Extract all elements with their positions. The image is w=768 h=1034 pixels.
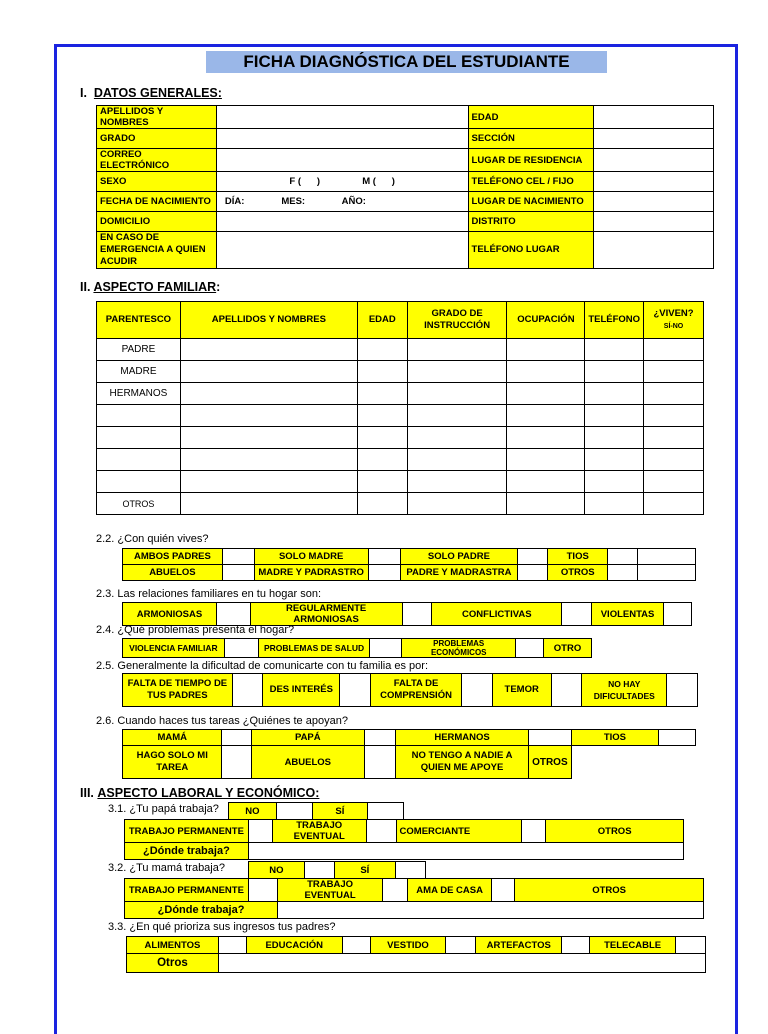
option-label: OTROS [515, 879, 704, 902]
cell[interactable] [644, 493, 704, 515]
checkbox[interactable] [232, 674, 262, 707]
field-sexo[interactable]: F ( ) M ( ) [216, 172, 468, 192]
q23-options [122, 602, 692, 626]
table-header-row [97, 302, 704, 339]
cell[interactable] [585, 427, 644, 449]
cell[interactable] [644, 471, 704, 493]
section-label: DATOS GENERALES: [93, 86, 222, 100]
option-label: TELECABLE [590, 937, 676, 954]
cell[interactable] [644, 427, 704, 449]
label-domicilio: DOMICILIO [97, 212, 217, 232]
q22-options [122, 548, 696, 581]
checkbox[interactable] [462, 674, 492, 707]
label-telefono: TELÉFONO CEL / FIJO [468, 172, 594, 192]
table-row [123, 746, 696, 779]
table-row [125, 820, 684, 843]
option-label: VESTIDO [370, 937, 446, 954]
option-label: PADRE Y MADRASTRA [400, 565, 518, 581]
table-row [97, 449, 704, 471]
checkbox[interactable] [522, 820, 546, 843]
checkbox[interactable] [365, 746, 396, 779]
table-row [229, 803, 404, 820]
section-1-heading [80, 86, 222, 100]
label-distrito: DISTRITO [468, 212, 594, 232]
option-label: CONFLICTIVAS [432, 603, 562, 626]
field-fecha-nacimiento[interactable]: DÍA: MES: AÑO: [216, 192, 468, 212]
header-viven [644, 302, 704, 339]
table-row [127, 937, 706, 954]
row-label [97, 427, 181, 449]
section-number: I. [80, 86, 87, 100]
option-label: VIOLENTAS [592, 603, 664, 626]
checkbox[interactable] [368, 549, 400, 565]
cell[interactable] [357, 427, 407, 449]
checkbox[interactable] [518, 565, 548, 581]
checkbox[interactable] [396, 862, 426, 879]
label-residencia: LUGAR DE RESIDENCIA [468, 149, 594, 172]
cell[interactable] [507, 449, 585, 471]
table-row [123, 565, 696, 581]
option-label: OTROS [546, 820, 684, 843]
table-row [249, 862, 426, 879]
q32-yesno [248, 861, 426, 879]
checkbox[interactable] [664, 603, 692, 626]
header-ocupacion: OCUPACIÓN [507, 302, 585, 339]
option-label: HERMANOS [396, 730, 529, 746]
cell[interactable] [407, 493, 507, 515]
option-label: EDUCACIÓN [246, 937, 342, 954]
question-2-6: 2.6. Cuando haces tus tareas ¿Quiénes te apoyan? [96, 715, 348, 727]
header-apellidos: APELLIDOS Y NOMBRES [180, 302, 357, 339]
table-row [97, 361, 704, 383]
q31-yesno [228, 802, 404, 820]
checkbox[interactable] [218, 937, 246, 954]
option-label: PAPÁ [251, 730, 364, 746]
option-label: ARMONIOSAS [123, 603, 217, 626]
label-lugar-nacimiento: LUGAR DE NACIMIENTO [468, 192, 594, 212]
option-label: MADRE Y PADRASTRO [254, 565, 368, 581]
field-edad[interactable] [594, 106, 714, 129]
row-label: MADRE [97, 361, 181, 383]
cell[interactable] [507, 339, 585, 361]
table-row [127, 954, 706, 973]
table-row [97, 339, 704, 361]
option-label: FALTA DE TIEMPO DE TUS PADRES [123, 674, 233, 707]
option-label: COMERCIANTE [396, 820, 522, 843]
cell[interactable] [357, 339, 407, 361]
row-label [97, 471, 181, 493]
question-3-1: 3.1. ¿Tu papá trabaja? [108, 803, 219, 815]
cell[interactable] [507, 383, 585, 405]
cell[interactable] [407, 471, 507, 493]
cell[interactable] [180, 339, 357, 361]
table-row [97, 232, 714, 269]
q33-options [126, 936, 706, 973]
cell[interactable] [407, 383, 507, 405]
table-row [123, 639, 592, 658]
checkbox[interactable] [222, 730, 251, 746]
field-lugar-nacimiento[interactable] [594, 192, 714, 212]
cell[interactable] [644, 339, 704, 361]
cell[interactable] [585, 471, 644, 493]
checkbox[interactable] [222, 565, 254, 581]
table-row [97, 471, 704, 493]
checkbox[interactable] [370, 639, 402, 658]
option-label: ARTEFACTOS [476, 937, 562, 954]
checkbox[interactable] [216, 603, 250, 626]
option-label: OTRO [544, 639, 592, 658]
table-row [97, 192, 714, 212]
header-parentesco: PARENTESCO [97, 302, 181, 339]
table-row [123, 549, 696, 565]
section-3-heading [80, 786, 319, 800]
checkbox[interactable] [224, 639, 258, 658]
section-number: III. [80, 786, 94, 800]
q25-options [122, 673, 698, 707]
checkbox[interactable] [383, 879, 408, 902]
cell[interactable] [180, 471, 357, 493]
option-label: DES INTERÉS [263, 674, 340, 707]
checkbox[interactable] [529, 730, 572, 746]
cell[interactable] [357, 383, 407, 405]
question-2-5: 2.5. Generalmente la dificultad de comunicarte con tu familia es por: [96, 660, 429, 672]
option-label: TEMOR [492, 674, 551, 707]
table-row [97, 106, 714, 129]
field-grado[interactable] [216, 129, 468, 149]
blank [659, 746, 696, 779]
label-edad: EDAD [468, 106, 594, 129]
option-label: AMBOS PADRES [123, 549, 223, 565]
option-label: SOLO PADRE [400, 549, 518, 565]
cell[interactable] [357, 405, 407, 427]
checkbox[interactable] [368, 803, 404, 820]
checkbox[interactable] [608, 549, 638, 565]
cell[interactable] [507, 361, 585, 383]
option-label: REGULARMENTE ARMONIOSAS [250, 603, 402, 626]
checkbox[interactable] [562, 937, 590, 954]
option-label: PROBLEMAS ECONÓMICOS [402, 639, 516, 658]
checkbox[interactable] [248, 879, 277, 902]
cell[interactable] [585, 361, 644, 383]
checkbox[interactable] [340, 674, 370, 707]
option-label: NO TENGO A NADIE A QUIEN ME APOYE [396, 746, 529, 779]
checkbox[interactable] [562, 603, 592, 626]
question-3-3: 3.3. ¿En qué prioriza sus ingresos tus padres? [108, 921, 336, 933]
table-row [125, 879, 704, 902]
donde-label: ¿Dónde trabaja? [125, 902, 278, 919]
q32-options [124, 878, 704, 919]
cell[interactable] [407, 405, 507, 427]
checkbox[interactable] [222, 549, 254, 565]
checkbox[interactable] [518, 549, 548, 565]
cell[interactable] [180, 405, 357, 427]
section-label: ASPECTO LABORAL Y ECONÓMICO: [97, 786, 320, 800]
option-label: TRABAJO EVENTUAL [278, 879, 383, 902]
label-fecha-nacimiento: FECHA DE NACIMIENTO [97, 192, 217, 212]
cell[interactable] [585, 339, 644, 361]
table-row [97, 129, 714, 149]
cell[interactable] [585, 493, 644, 515]
si-label: SÍ [334, 862, 396, 879]
checkbox[interactable] [551, 674, 581, 707]
checkbox[interactable] [667, 674, 698, 707]
label-grado: GRADO [97, 129, 217, 149]
cell[interactable] [507, 405, 585, 427]
option-label: NO HAY DIFICULTADES [582, 674, 667, 707]
field-residencia[interactable] [594, 149, 714, 172]
label-apellidos: APELLIDOS Y NOMBRES [97, 106, 217, 129]
table-row [123, 730, 696, 746]
field-emergencia[interactable] [216, 232, 468, 269]
option-label: SOLO MADRE [254, 549, 368, 565]
row-label: PADRE [97, 339, 181, 361]
header-edad: EDAD [357, 302, 407, 339]
checkbox[interactable] [676, 937, 706, 954]
checkbox[interactable] [402, 603, 432, 626]
table-row [97, 383, 704, 405]
header-viven-sub: SÍ-NO [663, 322, 684, 330]
checkbox[interactable] [638, 565, 696, 581]
cell[interactable] [407, 361, 507, 383]
option-label: MAMÁ [123, 730, 222, 746]
donde-field[interactable] [248, 843, 683, 860]
field-apellidos[interactable] [216, 106, 468, 129]
cell[interactable] [357, 493, 407, 515]
table-row [97, 212, 714, 232]
option-label: HAGO SOLO MI TAREA [123, 746, 222, 779]
checkbox[interactable] [342, 937, 370, 954]
blank [571, 746, 659, 779]
cell[interactable] [644, 361, 704, 383]
table-row [97, 405, 704, 427]
table-row [123, 674, 698, 707]
question-2-2: 2.2. ¿Con quién vives? [96, 533, 209, 545]
option-label: AMA DE CASA [408, 879, 492, 902]
field-distrito[interactable] [594, 212, 714, 232]
checkbox[interactable] [276, 803, 312, 820]
checkbox[interactable] [516, 639, 544, 658]
q26-options [122, 729, 696, 779]
checkbox[interactable] [248, 820, 272, 843]
q31-options [124, 819, 684, 860]
option-label: PROBLEMAS DE SALUD [258, 639, 370, 658]
table-row [125, 843, 684, 860]
si-label: SÍ [312, 803, 368, 820]
cell[interactable] [180, 383, 357, 405]
section-number: II. [80, 280, 91, 294]
cell[interactable] [585, 383, 644, 405]
field-correo[interactable] [216, 149, 468, 172]
label-sexo: SEXO [97, 172, 217, 192]
form-title: FICHA DIAGNÓSTICA DEL ESTUDIANTE [206, 51, 607, 73]
field-domicilio[interactable] [216, 212, 468, 232]
cell[interactable] [357, 361, 407, 383]
option-label: TRABAJO PERMANENTE [125, 820, 249, 843]
option-label: OTROS [529, 746, 572, 779]
question-2-4: 2.4. ¿Qué problemas presenta el hogar? [96, 624, 295, 636]
cell[interactable] [507, 493, 585, 515]
label-emergencia: EN CASO DE EMERGENCIA A QUIEN ACUDIR [97, 232, 217, 269]
cell[interactable] [507, 471, 585, 493]
option-label: ABUELOS [123, 565, 223, 581]
header-grado: GRADO DE INSTRUCCIÓN [407, 302, 507, 339]
table-row [97, 427, 704, 449]
option-label: ALIMENTOS [127, 937, 219, 954]
checkbox[interactable] [304, 862, 334, 879]
cell[interactable] [180, 427, 357, 449]
otros-field[interactable] [218, 954, 705, 973]
checkbox[interactable] [365, 730, 396, 746]
option-label: FALTA DE COMPRENSIÓN [370, 674, 461, 707]
cell[interactable] [585, 405, 644, 427]
row-label [97, 405, 181, 427]
donde-label: ¿Dónde trabaja? [125, 843, 249, 860]
question-3-2: 3.2. ¿Tu mamá trabaja? [108, 862, 225, 874]
table-row [97, 149, 714, 172]
row-label [97, 449, 181, 471]
label-telefono-lugar: TELÉFONO LUGAR [468, 232, 594, 269]
option-label: OTROS [548, 565, 608, 581]
cell[interactable] [180, 493, 357, 515]
checkbox[interactable] [638, 549, 696, 565]
checkbox[interactable] [446, 937, 476, 954]
cell[interactable] [407, 339, 507, 361]
checkbox[interactable] [608, 565, 638, 581]
cell[interactable] [507, 427, 585, 449]
field-seccion[interactable] [594, 129, 714, 149]
family-table [96, 301, 704, 515]
otros-label: Otros [127, 954, 219, 973]
checkbox[interactable] [368, 565, 400, 581]
label-seccion: SECCIÓN [468, 129, 594, 149]
cell[interactable] [180, 449, 357, 471]
table-row [125, 902, 704, 919]
no-label: NO [229, 803, 277, 820]
no-label: NO [249, 862, 305, 879]
option-label: TIOS [548, 549, 608, 565]
cell[interactable] [644, 383, 704, 405]
section-2-heading: II. ASPECTO FAMILIAR: [80, 280, 221, 294]
section-label: ASPECTO FAMILIAR [93, 280, 217, 294]
general-data-table [96, 105, 714, 269]
row-label: HERMANOS [97, 383, 181, 405]
question-2-3: 2.3. Las relaciones familiares en tu hogar son: [96, 588, 322, 600]
donde-field[interactable] [278, 902, 704, 919]
option-label: TRABAJO EVENTUAL [272, 820, 366, 843]
cell[interactable] [585, 449, 644, 471]
cell[interactable] [357, 471, 407, 493]
checkbox[interactable] [492, 879, 515, 902]
table-row [97, 493, 704, 515]
checkbox[interactable] [659, 730, 696, 746]
option-label: VIOLENCIA FAMILIAR [123, 639, 225, 658]
cell[interactable] [644, 449, 704, 471]
cell[interactable] [644, 405, 704, 427]
q24-options [122, 638, 592, 658]
header-telefono: TELÉFONO [585, 302, 644, 339]
option-label: TRABAJO PERMANENTE [125, 879, 249, 902]
cell[interactable] [180, 361, 357, 383]
cell[interactable] [407, 449, 507, 471]
cell[interactable] [357, 449, 407, 471]
option-label: ABUELOS [251, 746, 364, 779]
checkbox[interactable] [222, 746, 251, 779]
row-label: OTROS [97, 493, 181, 515]
checkbox[interactable] [366, 820, 396, 843]
label-correo: CORREO ELECTRÓNICO [97, 149, 217, 172]
field-telefono-lugar[interactable] [594, 232, 714, 269]
table-row [97, 172, 714, 192]
table-row [123, 603, 692, 626]
field-telefono[interactable] [594, 172, 714, 192]
option-label: TIOS [571, 730, 659, 746]
cell[interactable] [407, 427, 507, 449]
header-viven-label: ¿VIVEN? [653, 307, 694, 319]
